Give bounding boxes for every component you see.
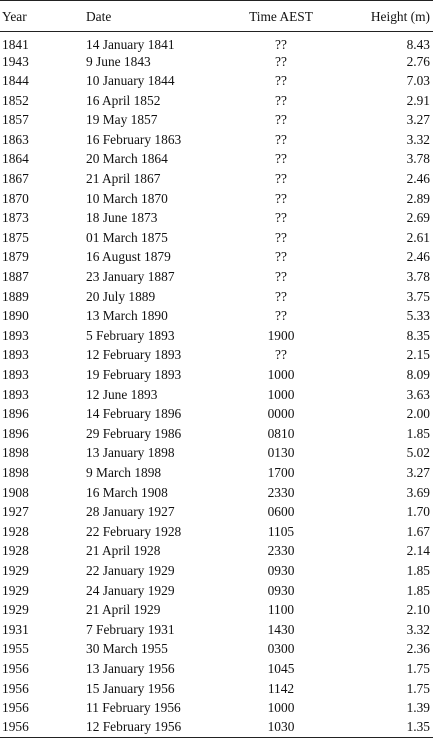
table-row (0, 600, 433, 620)
table-row (0, 71, 433, 91)
cell-date: 10 March 1870 (86, 190, 168, 206)
cell-date: 24 January 1929 (86, 582, 175, 598)
cell-date: 7 February 1931 (86, 621, 175, 637)
cell-year: 1870 (2, 190, 29, 206)
cell-year: 1893 (2, 367, 29, 382)
cell-year: 1929 (2, 562, 29, 578)
cell-date: 15 January 1956 (86, 680, 175, 696)
table-row (0, 698, 433, 718)
cell-height: 1.85 (406, 582, 430, 598)
cell-time: ?? (275, 190, 287, 206)
table-row (0, 247, 433, 267)
cell-year: 1908 (2, 484, 29, 500)
cell-height: 3.32 (406, 131, 430, 147)
cell-date: 9 June 1843 (86, 53, 151, 69)
cell-height: 2.10 (406, 602, 430, 618)
header-row (0, 1, 433, 32)
cell-height: 2.61 (406, 229, 430, 245)
table-row (0, 443, 433, 463)
table-row (0, 659, 433, 679)
table-row (0, 424, 433, 444)
cell-date: 19 February 1893 (86, 367, 182, 382)
header-height: Height (m) (370, 9, 430, 25)
cell-time: ?? (275, 210, 287, 226)
cell-year: 1864 (2, 151, 29, 167)
cell-time: ?? (275, 53, 287, 69)
cell-date: 22 January 1929 (86, 562, 175, 578)
cell-year: 1841 (2, 37, 29, 52)
table-row (0, 51, 433, 71)
cell-year: 1875 (2, 229, 29, 245)
table-row (0, 404, 433, 424)
header-date: Date (86, 9, 112, 25)
cell-year: 1956 (2, 719, 29, 735)
cell-year: 1896 (2, 425, 29, 441)
table-body (0, 32, 433, 738)
cell-time: 0930 (267, 562, 295, 578)
header-time: Time AEST (249, 9, 313, 25)
cell-height: 2.89 (406, 190, 430, 206)
cell-time: 0300 (267, 641, 295, 657)
cell-height: 1.70 (406, 504, 430, 520)
cell-date: 16 April 1852 (86, 92, 161, 108)
cell-date: 14 February 1896 (86, 406, 182, 422)
cell-height: 1.75 (406, 680, 430, 696)
cell-year: 1955 (2, 641, 29, 657)
table-row (0, 620, 433, 640)
table-row (0, 169, 433, 189)
table-row (0, 365, 433, 385)
cell-time: ?? (275, 37, 287, 52)
cell-year: 1943 (2, 53, 29, 69)
cell-date: 13 January 1956 (86, 660, 175, 676)
table-row (0, 502, 433, 522)
cell-time: ?? (275, 288, 287, 304)
cell-date: 12 February 1956 (86, 719, 182, 735)
cell-height: 3.27 (406, 464, 430, 480)
cell-height: 3.78 (406, 151, 430, 167)
table-row (0, 208, 433, 228)
cell-height: 2.91 (406, 92, 430, 108)
table-row (0, 522, 433, 542)
cell-year: 1887 (2, 269, 29, 285)
cell-date: 20 July 1889 (86, 288, 156, 304)
cell-date: 21 April 1928 (86, 543, 161, 559)
cell-year: 1898 (2, 464, 29, 480)
cell-time: ?? (275, 92, 287, 108)
cell-time: 1900 (267, 327, 295, 343)
cell-date: 22 February 1928 (86, 523, 182, 539)
table-row (0, 228, 433, 248)
cell-date: 20 March 1864 (86, 151, 168, 167)
cell-year: 1956 (2, 700, 29, 716)
cell-date: 11 February 1956 (86, 700, 181, 716)
table-row (0, 580, 433, 600)
cell-time: 1700 (267, 464, 295, 480)
cell-year: 1857 (2, 112, 29, 128)
cell-year: 1879 (2, 249, 29, 265)
table-header (0, 1, 433, 32)
cell-time: 0600 (267, 504, 295, 520)
cell-height: 5.02 (406, 445, 430, 461)
cell-date: 12 February 1893 (86, 347, 182, 363)
cell-year: 1898 (2, 445, 29, 461)
cell-height: 2.76 (406, 53, 430, 69)
cell-time: ?? (275, 269, 287, 285)
cell-time: 1142 (267, 680, 295, 696)
table-row (0, 91, 433, 111)
cell-date: 10 January 1844 (86, 73, 175, 89)
cell-height: 2.36 (406, 641, 430, 657)
cell-height: 1.85 (406, 562, 430, 578)
cell-time: ?? (275, 151, 287, 167)
cell-date: 12 June 1893 (86, 386, 158, 402)
cell-time: 1100 (267, 602, 295, 618)
cell-height: 1.85 (406, 425, 430, 441)
table-row (0, 678, 433, 698)
cell-year: 1928 (2, 523, 29, 539)
cell-time: ?? (275, 249, 287, 265)
cell-year: 1956 (2, 680, 29, 696)
cell-date: 01 March 1875 (86, 229, 168, 245)
cell-date: 16 August 1879 (86, 249, 171, 265)
cell-year: 1867 (2, 171, 29, 187)
cell-time: ?? (275, 229, 287, 245)
table-row (0, 287, 433, 307)
cell-date: 28 January 1927 (86, 504, 175, 520)
table-row (0, 463, 433, 483)
cell-date: 29 February 1986 (86, 425, 182, 441)
cell-height: 2.14 (406, 543, 430, 559)
cell-time: 1045 (267, 660, 295, 676)
cell-year: 1893 (2, 347, 29, 363)
table-row (0, 267, 433, 287)
table-row (0, 561, 433, 581)
table-row (0, 326, 433, 346)
cell-time: 1030 (267, 719, 295, 735)
cell-date: 18 June 1873 (86, 210, 158, 226)
cell-height: 7.03 (406, 73, 430, 89)
cell-date: 16 March 1908 (86, 484, 168, 500)
cell-height: 1.39 (406, 700, 430, 716)
cell-time: 1000 (267, 700, 295, 716)
cell-height: 2.46 (406, 171, 430, 187)
cell-year: 1863 (2, 131, 29, 147)
cell-date: 9 March 1898 (86, 464, 162, 480)
cell-date: 30 March 1955 (86, 641, 168, 657)
cell-time: ?? (275, 171, 287, 187)
cell-year: 1844 (2, 73, 29, 89)
cell-date: 19 May 1857 (86, 112, 158, 128)
table-row (0, 130, 433, 150)
cell-height: 3.63 (406, 386, 430, 402)
cell-date: 13 January 1898 (86, 445, 175, 461)
cell-height: 2.15 (406, 347, 430, 363)
cell-time: 0930 (267, 582, 295, 598)
cell-height: 2.69 (406, 210, 430, 226)
cell-year: 1928 (2, 543, 29, 559)
cell-time: 0000 (267, 406, 295, 422)
table-row (0, 385, 433, 405)
table-row (0, 541, 433, 561)
cell-date: 21 April 1929 (86, 602, 161, 618)
header-year: Year (2, 9, 27, 25)
cell-year: 1956 (2, 660, 29, 676)
cell-year: 1931 (2, 621, 29, 637)
cell-date: 16 February 1863 (86, 131, 182, 147)
cell-height: 2.00 (406, 406, 430, 422)
cell-year: 1927 (2, 504, 29, 520)
cell-year: 1929 (2, 602, 29, 618)
table-row (0, 482, 433, 502)
table-row (0, 718, 433, 738)
cell-year: 1893 (2, 327, 29, 343)
cell-year: 1852 (2, 92, 29, 108)
cell-height: 3.69 (406, 484, 430, 500)
cell-time: ?? (275, 73, 287, 89)
table-row (0, 345, 433, 365)
cell-height: 1.67 (406, 523, 430, 539)
cell-year: 1873 (2, 210, 29, 226)
cell-height: 3.27 (406, 112, 430, 128)
cell-height: 3.78 (406, 269, 430, 285)
cell-date: 13 March 1890 (86, 308, 168, 324)
cell-time: ?? (275, 347, 287, 363)
cell-height: 5.33 (406, 308, 430, 324)
cell-height: 8.35 (406, 327, 430, 343)
cell-date: 23 January 1887 (86, 269, 175, 285)
cell-time: 1430 (267, 621, 295, 637)
cell-time: 2330 (267, 543, 295, 559)
table-row (0, 110, 433, 130)
cell-time: ?? (275, 112, 287, 128)
cell-time: 0130 (267, 445, 295, 461)
cell-height: 3.75 (406, 288, 430, 304)
cell-height: 1.75 (406, 660, 430, 676)
cell-time: ?? (275, 131, 287, 147)
cell-time: 2330 (267, 484, 295, 500)
cell-height: 8.09 (406, 367, 430, 382)
table-row (0, 639, 433, 659)
cell-year: 1929 (2, 582, 29, 598)
table-row (0, 189, 433, 209)
cell-date: 5 February 1893 (86, 327, 175, 343)
table-row (0, 149, 433, 169)
cell-year: 1889 (2, 288, 29, 304)
cell-time: 0810 (267, 425, 295, 441)
cell-height: 2.46 (406, 249, 430, 265)
cell-date: 14 January 1841 (86, 37, 175, 52)
table-row (0, 32, 433, 52)
cell-year: 1896 (2, 406, 29, 422)
cell-date: 21 April 1867 (86, 171, 161, 187)
cell-time: 1000 (267, 367, 295, 382)
table-row (0, 306, 433, 326)
cell-year: 1893 (2, 386, 29, 402)
cell-height: 8.43 (406, 37, 430, 52)
cell-time: 1105 (267, 523, 295, 539)
cell-height: 3.32 (406, 621, 430, 637)
cell-year: 1890 (2, 308, 29, 324)
cell-time: 1000 (267, 386, 295, 402)
cell-time: ?? (275, 308, 287, 324)
cell-height: 1.35 (406, 719, 430, 735)
